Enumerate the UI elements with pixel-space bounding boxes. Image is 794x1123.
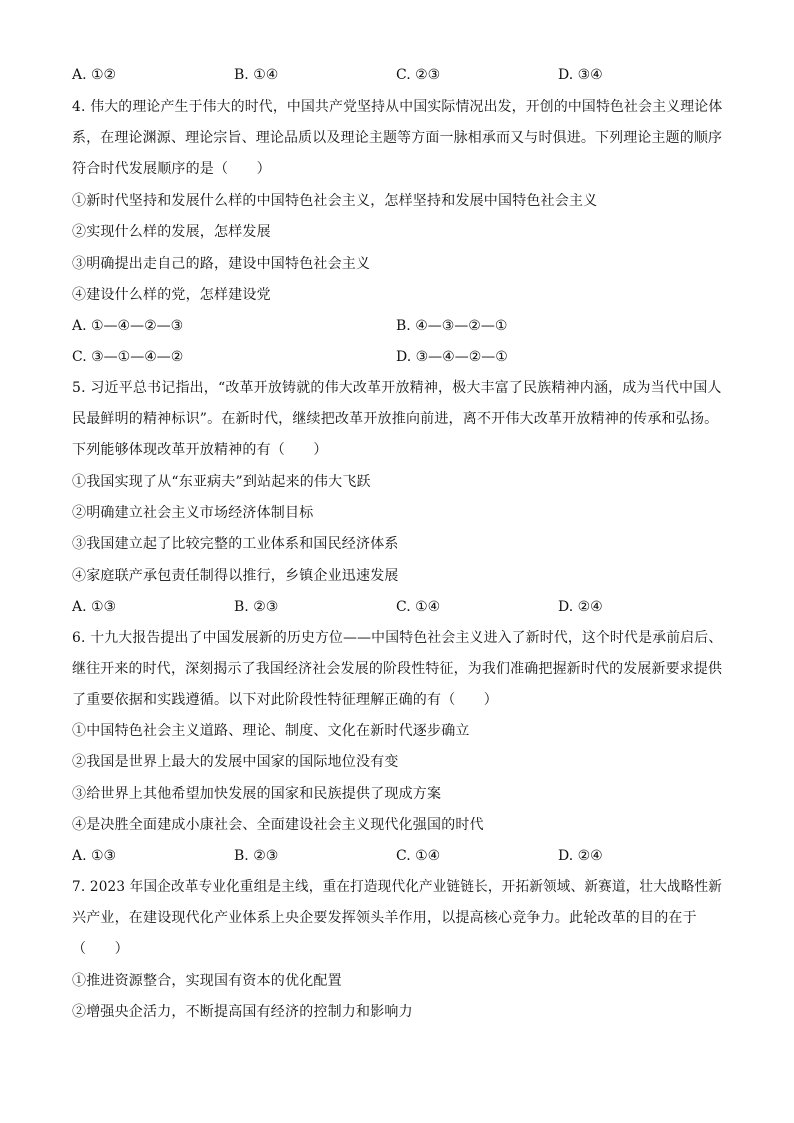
q3-option-b: B. ①④: [234, 67, 279, 83]
q6-item-2: ②我国是世界上最大的发展中国家的国际地位没有变: [72, 754, 399, 770]
q7-stem-line-1: 7. 2023 年国企改革专业化重组是主线，重在打造现代化产业链链长，开拓新领域、新赛道，壮大战略性新: [72, 879, 723, 895]
q7-stem-line-3: （ ）: [72, 941, 129, 957]
q4-item-3: ③明确提出走自己的路，建设中国特色社会主义: [72, 256, 371, 272]
q4-option-a: A. ①—④—②—③: [72, 318, 184, 334]
q7-stem-line-2: 兴产业，在建设现代化产业体系上央企要发挥领头羊作用，以提高核心竞争力。此轮改革的目的在于: [72, 910, 697, 926]
q4-stem-line-2: 系，在理论渊源、理论宗旨、理论品质以及理论主题等方面一脉相承而又与时俱进。下列理论主题的顺序: [72, 130, 723, 146]
q6-stem-line-1: 6. 十九大报告提出了中国发展新的历史方位——中国特色社会主义进入了新时代，这个时代是承前启后、: [72, 630, 723, 646]
q7-item-2: ②增强央企活力，不断提高国有经济的控制力和影响力: [72, 1004, 413, 1020]
q4-item-4: ④建设什么样的党，怎样建设党: [72, 287, 271, 303]
q6-item-3: ③给世界上其他希望加快发展的国家和民族提供了现成方案: [72, 786, 442, 802]
q4-item-1: ①新时代坚持和发展什么样的中国特色社会主义，怎样坚持和发展中国特色社会主义: [72, 193, 598, 209]
q6-option-b: B. ②③: [234, 848, 279, 864]
q5-item-4: ④家庭联产承包责任制得以推行，乡镇企业迅速发展: [72, 568, 399, 584]
q5-option-d: D. ②④: [558, 599, 603, 615]
q5-stem-line-1: 5. 习近平总书记指出，“改革开放铸就的伟大改革开放精神，极大丰富了民族精神内涵，成为当代中国人: [72, 380, 722, 396]
q5-stem-line-2: 民最鲜明的精神标识”。在新时代，继续把改革开放推向前进，离不开伟大改革开放精神的传承和弘扬。: [72, 411, 719, 427]
q5-item-2: ②明确建立社会主义市场经济体制目标: [72, 505, 314, 521]
q6-option-c: C. ①④: [396, 848, 441, 864]
q6-option-d: D. ②④: [558, 848, 603, 864]
q4-stem-line-1: 4. 伟大的理论产生于伟大的时代，中国共产党坚持从中国实际情况出发，开创的中国特色社会主义理论体: [72, 99, 723, 115]
q5-stem-line-3: 下列能够体现改革开放精神的有（ ）: [72, 442, 328, 458]
q4-option-b: B. ④—③—②—①: [396, 318, 508, 334]
q4-stem-line-3: 符合时代发展顺序的是（ ）: [72, 161, 271, 177]
q3-option-d: D. ③④: [558, 67, 603, 83]
q6-item-4: ④是决胜全面建成小康社会、全面建设社会主义现代化强国的时代: [72, 817, 484, 833]
q6-item-1: ①中国特色社会主义道路、理论、制度、文化在新时代逐步确立: [72, 723, 470, 739]
q4-option-c: C. ③—①—④—②: [72, 349, 184, 365]
q3-option-c: C. ②③: [396, 67, 441, 83]
q4-item-2: ②实现什么样的发展，怎样发展: [72, 224, 271, 240]
q5-option-c: C. ①④: [396, 599, 441, 615]
q5-item-3: ③我国建立起了比较完整的工业体系和国民经济体系: [72, 536, 399, 552]
q3-option-a: A. ①②: [72, 67, 117, 83]
q6-option-a: A. ①③: [72, 848, 117, 864]
q5-item-1: ①我国实现了从“东亚病夫”到站起来的伟大飞跃: [72, 474, 371, 490]
q5-option-a: A. ①③: [72, 599, 117, 615]
q6-stem-line-2: 继往开来的时代，深刻揭示了我国经济社会发展的阶段性特征，为我们准确把握新时代的发展新要求提供: [72, 661, 723, 677]
q5-option-b: B. ②③: [234, 599, 279, 615]
q4-option-d: D. ③—④—②—①: [396, 349, 508, 365]
q6-stem-line-3: 了重要依据和实践遵循。以下对此阶段性特征理解正确的有（ ）: [72, 692, 498, 708]
q7-item-1: ①推进资源整合，实现国有资本的优化配置: [72, 973, 342, 989]
